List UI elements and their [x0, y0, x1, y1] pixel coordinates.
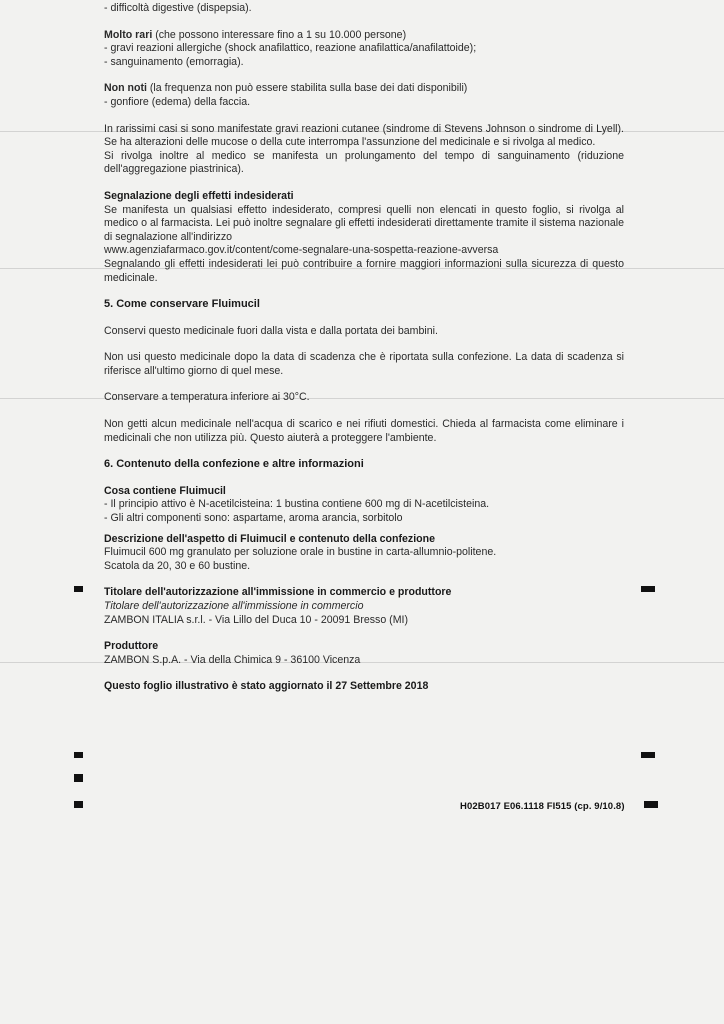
section-5-title: 5. Come conservare Fluimucil — [104, 298, 260, 311]
very-rare-block — [104, 29, 624, 43]
description-line: Fluimucil 600 mg granulato per soluzione orale in bustine in carta-allumnio-politene. — [104, 546, 497, 559]
list-item: - Gli altri componenti sono: aspartame, aroma arancia, sorbitolo — [104, 512, 403, 525]
skin-reactions-paragraph: In rarissimi casi si sono manifestate gravi reazioni cutanee (sindrome di Stevens Johnson o sindrome di Lyell). Se ha alterazioni delle mucose o della cute interrompa l'assunzione del medicinale e si rivolga al medico. — [104, 122, 624, 149]
not-known-label: Non noti — [104, 82, 147, 95]
registration-mark — [74, 801, 83, 808]
producer-title: Produttore — [104, 640, 159, 653]
holder-address: ZAMBON ITALIA s.r.l. - Via Lillo del Duca 10 - 20091 Bresso (MI) — [104, 613, 408, 626]
print-code: H02B017 E06.1118 FI515 (cp. 9/10.8) — [460, 801, 625, 812]
not-known-block — [104, 82, 624, 96]
reporting-url: www.agenziafarmaco.gov.it/content/come-segnalare-una-sospetta-reazione-avversa — [104, 244, 499, 257]
leaflet-text — [104, 0, 624, 694]
list-item: - gravi reazioni allergiche (shock anafilattico, reazione anafilattica/anafilattoide); — [104, 42, 477, 55]
list-item: - Il principio attivo è N-acetilcisteina: 1 bustina contiene 600 mg di N-acetilcisteina. — [104, 498, 490, 511]
update-date: Questo foglio illustrativo è stato aggiornato il 27 Settembre 2018 — [104, 680, 429, 693]
storage-temperature: Conservare a temperatura inferiore ai 30°C. — [104, 391, 310, 404]
registration-mark — [74, 752, 83, 758]
reporting-title: Segnalazione degli effetti indesiderati — [104, 189, 294, 202]
registration-mark — [641, 586, 655, 592]
registration-mark — [644, 801, 658, 808]
reporting-closing: Segnalando gli effetti indesiderati lei può contribuire a fornire maggiori informazioni sulla sicurezza di questo medicinale. — [104, 257, 624, 284]
holder-subtitle: Titolare dell'autorizzazione all'immissione in commercio — [104, 600, 364, 612]
producer-address: ZAMBON S.p.A. - Via della Chimica 9 - 36100 Vicenza — [104, 653, 361, 666]
holder-title: Titolare dell'autorizzazione all'immissione in commercio e produttore — [104, 586, 452, 599]
registration-mark — [74, 774, 83, 782]
bleeding-paragraph: Si rivolga inoltre al medico se manifesta un prolungamento del tempo di sanguinamento (riduzione dell'aggregazione piastrinica). — [104, 149, 624, 176]
contains-title: Cosa contiene Fluimucil — [104, 484, 226, 497]
section-6-title: 6. Contenuto della confezione e altre informazioni — [104, 458, 364, 471]
description-title: Descrizione dell'aspetto di Fluimucil e contenuto della confezione — [104, 532, 435, 545]
very-rare-frequency: (che possono interessare fino a 1 su 10.000 persone) — [155, 28, 407, 41]
not-known-frequency: (la frequenza non può essere stabilita sulla base dei dati disponibili) — [149, 82, 468, 95]
description-line: Scatola da 20, 30 e 60 bustine. — [104, 559, 251, 572]
list-item: - gonfiore (edema) della faccia. — [104, 95, 251, 108]
registration-mark — [641, 752, 655, 758]
reporting-text: Se manifesta un qualsiasi effetto indesiderato, compresi quelli non elencati in questo foglio, si rivolga al medico o al farmacista. Lei può inoltre segnalare gli effetti indesiderati direttamente tramite il sistema nazionale di segnalazione all'indirizzo — [104, 203, 624, 243]
list-item: - sanguinamento (emorragia). — [104, 55, 244, 68]
storage-disposal: Non getti alcun medicinale nell'acqua di scarico e nei rifiuti domestici. Chieda al farmacista come eliminare i medicinali che non utilizza più. Questo aiuterà a proteggere l'ambiente. — [104, 418, 624, 444]
registration-mark — [74, 586, 83, 592]
very-rare-label: Molto rari — [104, 28, 153, 41]
storage-children: Conservi questo medicinale fuori dalla vista e dalla portata dei bambini. — [104, 324, 438, 337]
storage-expiry: Non usi questo medicinale dopo la data di scadenza che è riportata sulla confezione. La data di scadenza si riferisce all'ultimo giorno di quel mese. — [104, 351, 624, 377]
side-effect-line: - difficoltà digestive (dispepsia). — [104, 2, 252, 14]
